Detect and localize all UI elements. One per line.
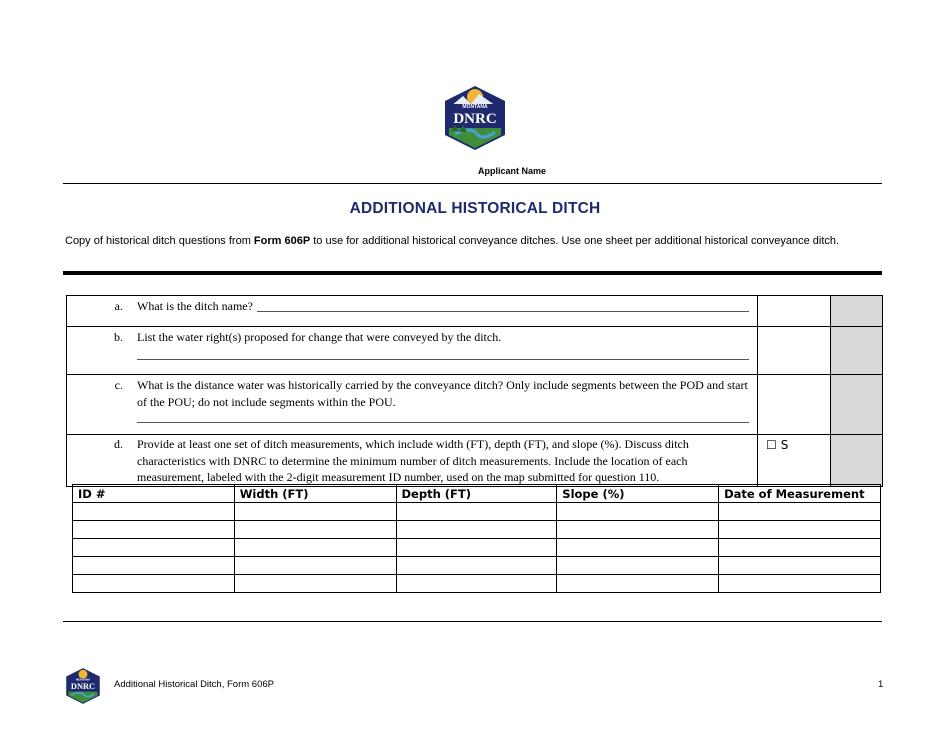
measurement-cell[interactable]: [557, 557, 719, 575]
measurement-cell[interactable]: [396, 521, 557, 539]
measurement-cell[interactable]: [557, 503, 719, 521]
section-divider: [63, 271, 882, 275]
measurements-body: [73, 503, 881, 593]
measurements-table: [72, 484, 881, 593]
shaded-cell: [831, 327, 883, 375]
page-number: 1: [878, 679, 884, 690]
footer-title: Additional Historical Ditch, Form 606P: [114, 679, 274, 690]
measurement-cell[interactable]: [719, 521, 881, 539]
distance-field[interactable]: [137, 422, 749, 423]
question-text: List the water right(s) proposed for change that were conveyed by the ditch.: [137, 330, 502, 344]
measurement-cell[interactable]: [234, 521, 396, 539]
measurement-checkbox[interactable]: ☐ S: [758, 435, 831, 487]
measurement-cell[interactable]: [73, 521, 235, 539]
ditch-name-field[interactable]: [257, 311, 749, 312]
intro-form-ref: Form 606P: [253, 235, 311, 247]
column-header: Depth (FT): [396, 485, 557, 503]
answer-cell[interactable]: [758, 296, 831, 327]
answer-cell[interactable]: [758, 327, 831, 375]
measurement-cell[interactable]: [396, 575, 557, 593]
intro-text-after: to use for additional historical conveyance ditches. Use one sheet per additional historical conveyance ditch.: [310, 235, 840, 247]
measurement-cell[interactable]: [557, 521, 719, 539]
measurement-row: [73, 557, 881, 575]
question-row-b: [67, 327, 883, 375]
measurement-cell[interactable]: [719, 503, 881, 521]
shaded-cell: [831, 375, 883, 435]
column-header: ID #: [73, 485, 235, 503]
water-rights-field[interactable]: [137, 359, 749, 360]
column-header: Width (FT): [234, 485, 396, 503]
applicant-name-line: [63, 183, 882, 184]
measurement-row: [73, 503, 881, 521]
measurement-cell[interactable]: [557, 575, 719, 593]
measurement-cell[interactable]: [234, 503, 396, 521]
footer-divider: [63, 621, 882, 622]
footer-logo-text: DNRC: [70, 681, 96, 691]
footer-logo-top-text: MONTANA: [75, 677, 91, 682]
question-text: Provide at least one set of ditch measurements, which include width (FT), depth (FT), and slope (%). Discuss ditch characteristics with DNRC to determine the minimum number of ditch measurements. Include the location of each measurement, labeled with the 2-digit measurement ID number, used on the map submitted for question 110.: [137, 437, 689, 484]
shaded-cell: [831, 296, 883, 327]
question-letter: a.: [114, 299, 123, 313]
measurements-header-row: [73, 485, 881, 503]
answer-cell[interactable]: [758, 375, 831, 435]
applicant-name-label: Applicant Name: [477, 166, 546, 176]
intro-paragraph: [65, 234, 883, 248]
question-row-a: [67, 296, 883, 327]
question-letter: c.: [114, 378, 123, 392]
shaded-cell: [831, 435, 883, 487]
logo-top-text: MONTANA: [462, 104, 488, 110]
measurement-cell[interactable]: [73, 539, 235, 557]
measurement-cell[interactable]: [396, 503, 557, 521]
question-text: What is the ditch name?: [137, 299, 253, 313]
column-header: Date of Measurement: [719, 485, 881, 503]
measurement-cell[interactable]: [719, 575, 881, 593]
measurement-cell[interactable]: [234, 557, 396, 575]
measurement-row: [73, 575, 881, 593]
measurement-cell[interactable]: [557, 539, 719, 557]
measurement-row: [73, 521, 881, 539]
dnrc-footer-logo: [64, 667, 102, 705]
question-letter: b.: [114, 330, 123, 344]
question-row-d: [67, 435, 883, 487]
measurement-cell[interactable]: [234, 539, 396, 557]
measurement-cell[interactable]: [719, 539, 881, 557]
intro-text-before: Copy of historical ditch questions from: [65, 235, 254, 247]
measurement-cell[interactable]: [73, 503, 235, 521]
measurement-row: [73, 539, 881, 557]
dnrc-logo: [441, 84, 509, 152]
measurement-cell[interactable]: [396, 557, 557, 575]
measurement-cell[interactable]: [396, 539, 557, 557]
question-row-c: [67, 375, 883, 435]
measurement-cell[interactable]: [73, 575, 235, 593]
question-letter: d.: [114, 437, 123, 451]
logo-text: DNRC: [453, 111, 497, 127]
measurement-cell[interactable]: [234, 575, 396, 593]
page-title: ADDITIONAL HISTORICAL DITCH: [349, 200, 601, 217]
column-header: Slope (%): [557, 485, 719, 503]
measurement-cell[interactable]: [719, 557, 881, 575]
question-text: What is the distance water was historically carried by the conveyance ditch? Only include segments between the POD and start of the POU; do not include segments within the POU.: [137, 378, 748, 409]
questions-table: [66, 295, 883, 487]
measurement-cell[interactable]: [73, 557, 235, 575]
